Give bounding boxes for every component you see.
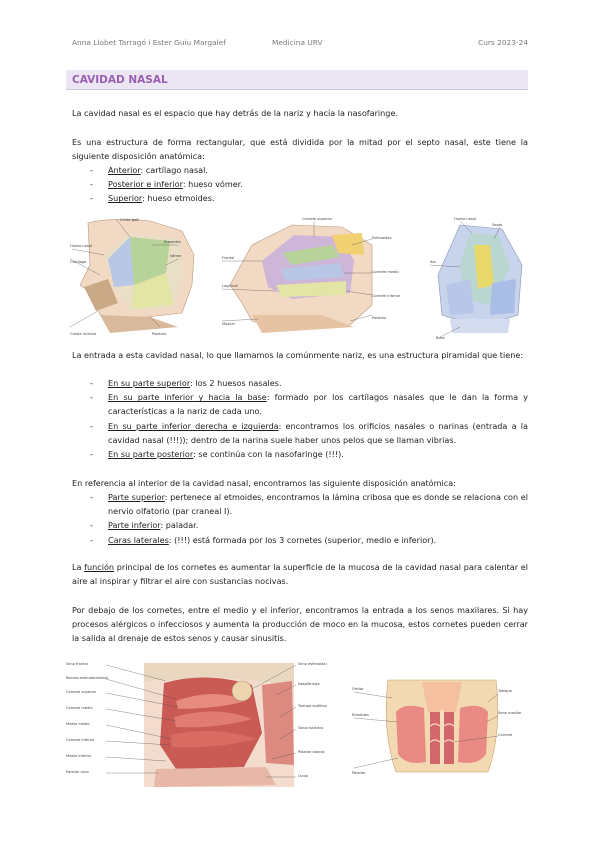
list-text: : formado por los cartílagos nasales que le dan la forma y características a la nariz de cada uno. — [108, 392, 529, 417]
list-item — [72, 390, 528, 418]
svg-text:Cresta incisiva: Cresta incisiva — [70, 332, 97, 336]
coronal-section-figure — [352, 672, 532, 782]
svg-text:Úvula: Úvula — [298, 774, 309, 778]
list-term: Parte superior — [108, 492, 165, 502]
svg-text:Paladar blando: Paladar blando — [298, 750, 325, 754]
list-item — [72, 177, 528, 191]
svg-text:Cornete: Cornete — [498, 733, 513, 737]
list-text: : encontramos los orificios nasales o narinas (entrada a la cavidad nasal (!!!)); dentro de la narina suele haber unos pelos que se llaman vibrias. — [108, 420, 528, 445]
page-header — [0, 38, 600, 52]
list-item — [72, 533, 528, 547]
list-item — [72, 447, 528, 461]
list-term: En su parte inferior derecha e izquierda — [108, 420, 279, 431]
list-text: : hueso vómer. — [182, 179, 243, 190]
interior-list — [72, 490, 528, 547]
svg-text:Maxilar: Maxilar — [222, 322, 236, 326]
svg-text:Paladar: Paladar — [352, 771, 366, 775]
svg-text:Septo: Septo — [492, 223, 503, 227]
entrance-paragraph: La entrada a esta cavidad nasal, lo que llamamos la comúnmente nariz, es una estructura piramidal que tiene: — [72, 350, 524, 360]
septum-list — [72, 163, 528, 206]
list-text: : paladar. — [160, 520, 199, 531]
interior-paragraph: En referencia al interior de la cavidad nasal, encontramos las siguiente disposición anatómica: — [72, 478, 456, 488]
list-text: : (!!!) está formada por los 3 cornetes (superior, medio e inferior). — [168, 534, 437, 545]
nasal-cartilage-figure — [430, 215, 530, 340]
svg-text:Trompa auditiva: Trompa auditiva — [298, 704, 327, 708]
function-after: principal de los cornetes es aumentar la superficie de la mucosa de la cavidad nasal para calentar el aire al inspirar y filtrar el aire con sustancias nocivas. — [72, 562, 528, 587]
list-text: : cartílago nasal. — [140, 165, 208, 175]
svg-text:Cornete inferior: Cornete inferior — [372, 294, 401, 298]
list-term: Anterior — [108, 165, 141, 175]
lateral-wall-figure — [222, 215, 422, 340]
svg-text:Cornete medio: Cornete medio — [372, 270, 399, 274]
list-text: : los 2 huesos nasales. — [190, 378, 282, 388]
svg-text:Meato inferior: Meato inferior — [66, 754, 92, 758]
header-year: Curs 2023-24 — [478, 38, 528, 47]
list-term: En su parte inferior y hacia la base — [108, 392, 267, 403]
svg-text:Etmoides: Etmoides — [164, 240, 181, 244]
list-item — [72, 518, 528, 532]
list-item — [72, 163, 528, 177]
list-term: En su parte posterior — [108, 449, 194, 460]
svg-text:Cornete superior: Cornete superior — [302, 217, 333, 221]
svg-text:Etmoides: Etmoides — [352, 713, 369, 717]
svg-text:Torus tubárico: Torus tubárico — [298, 726, 324, 730]
header-authors: Anna Llobet Tarragó i Ester Guiu Margalef — [72, 38, 226, 47]
function-paragraph — [72, 560, 528, 588]
svg-text:Ala: Ala — [430, 260, 436, 264]
svg-text:Palatino: Palatino — [372, 316, 387, 320]
svg-text:Receso esfenoetmoidal: Receso esfenoetmoidal — [66, 676, 108, 680]
svg-text:Hueso nasal: Hueso nasal — [70, 244, 92, 248]
svg-text:Nasofaringe: Nasofaringe — [298, 682, 320, 686]
entrance-list — [72, 376, 528, 461]
list-term: Caras laterales — [108, 534, 169, 545]
svg-text:Cartílago: Cartílago — [70, 260, 87, 264]
svg-text:Órbita: Órbita — [352, 687, 364, 691]
header-course: Medicina URV — [272, 38, 323, 47]
svg-text:Cornete superior: Cornete superior — [66, 690, 97, 694]
svg-text:Palatino: Palatino — [152, 332, 167, 336]
list-term: Parte inferior — [108, 520, 161, 531]
svg-text:Frontal: Frontal — [222, 256, 235, 260]
function-before: La — [72, 562, 85, 572]
svg-text:Tabique: Tabique — [498, 689, 512, 693]
svg-text:Seno maxilar: Seno maxilar — [498, 711, 522, 715]
list-item — [72, 419, 528, 447]
svg-text:Lagrimal: Lagrimal — [222, 284, 238, 288]
list-item — [72, 191, 528, 205]
svg-text:Hueso nasal: Hueso nasal — [454, 217, 476, 221]
intro-paragraph: La cavidad nasal es el espacio que hay detrás de la nariz y hacía la nasofaringe. — [72, 108, 398, 118]
section-title: CAVIDAD NASAL — [66, 70, 528, 90]
svg-text:Crista galli: Crista galli — [120, 218, 140, 222]
list-text: : pertenece al etmoides, encontramos la lámina cribosa que es donde se relaciona con el nervio olfatorio (par craneal I). — [108, 492, 528, 517]
septum-figure — [70, 215, 210, 340]
svg-text:Cornete inferior: Cornete inferior — [66, 738, 95, 742]
list-item — [72, 490, 528, 518]
list-term: Posterior e inferior — [108, 179, 183, 190]
svg-text:Cornete medio: Cornete medio — [66, 706, 93, 710]
svg-text:Esfenoides: Esfenoides — [372, 236, 392, 240]
svg-text:Meato medio: Meato medio — [66, 722, 90, 726]
sagittal-section-figure — [66, 655, 336, 790]
function-term: función — [84, 562, 115, 572]
svg-text:Paladar duro: Paladar duro — [66, 770, 89, 774]
list-text: : hueso etmoides. — [142, 193, 215, 204]
svg-text:Seno frontal: Seno frontal — [66, 662, 88, 666]
list-text: : se continúa con la nasofaringe (!!!). — [193, 449, 344, 460]
list-term: Superior — [108, 193, 143, 204]
svg-text:Vómer: Vómer — [170, 254, 182, 258]
sinuses-paragraph: Por debajo de los cornetes, entre el medio y el inferior, encontramos la entrada a los senos maxilares. Si hay procesos alérgicos o infecciosos y aumenta la producción de moco en la mucosa, estos cornetes pueden cerrar la salida al drenaje de estos senos y causar sinusitis. — [72, 605, 528, 644]
structure-paragraph: Es una estructura de forma rectangular, que está dividida por la mitad por el septo nasal, este tiene la siguiente disposición anatómica: — [72, 137, 528, 162]
svg-text:Seno esfenoidal: Seno esfenoidal — [298, 662, 327, 666]
list-item — [72, 376, 528, 390]
svg-text:Base: Base — [436, 336, 445, 340]
list-term: En su parte superior — [108, 378, 191, 388]
